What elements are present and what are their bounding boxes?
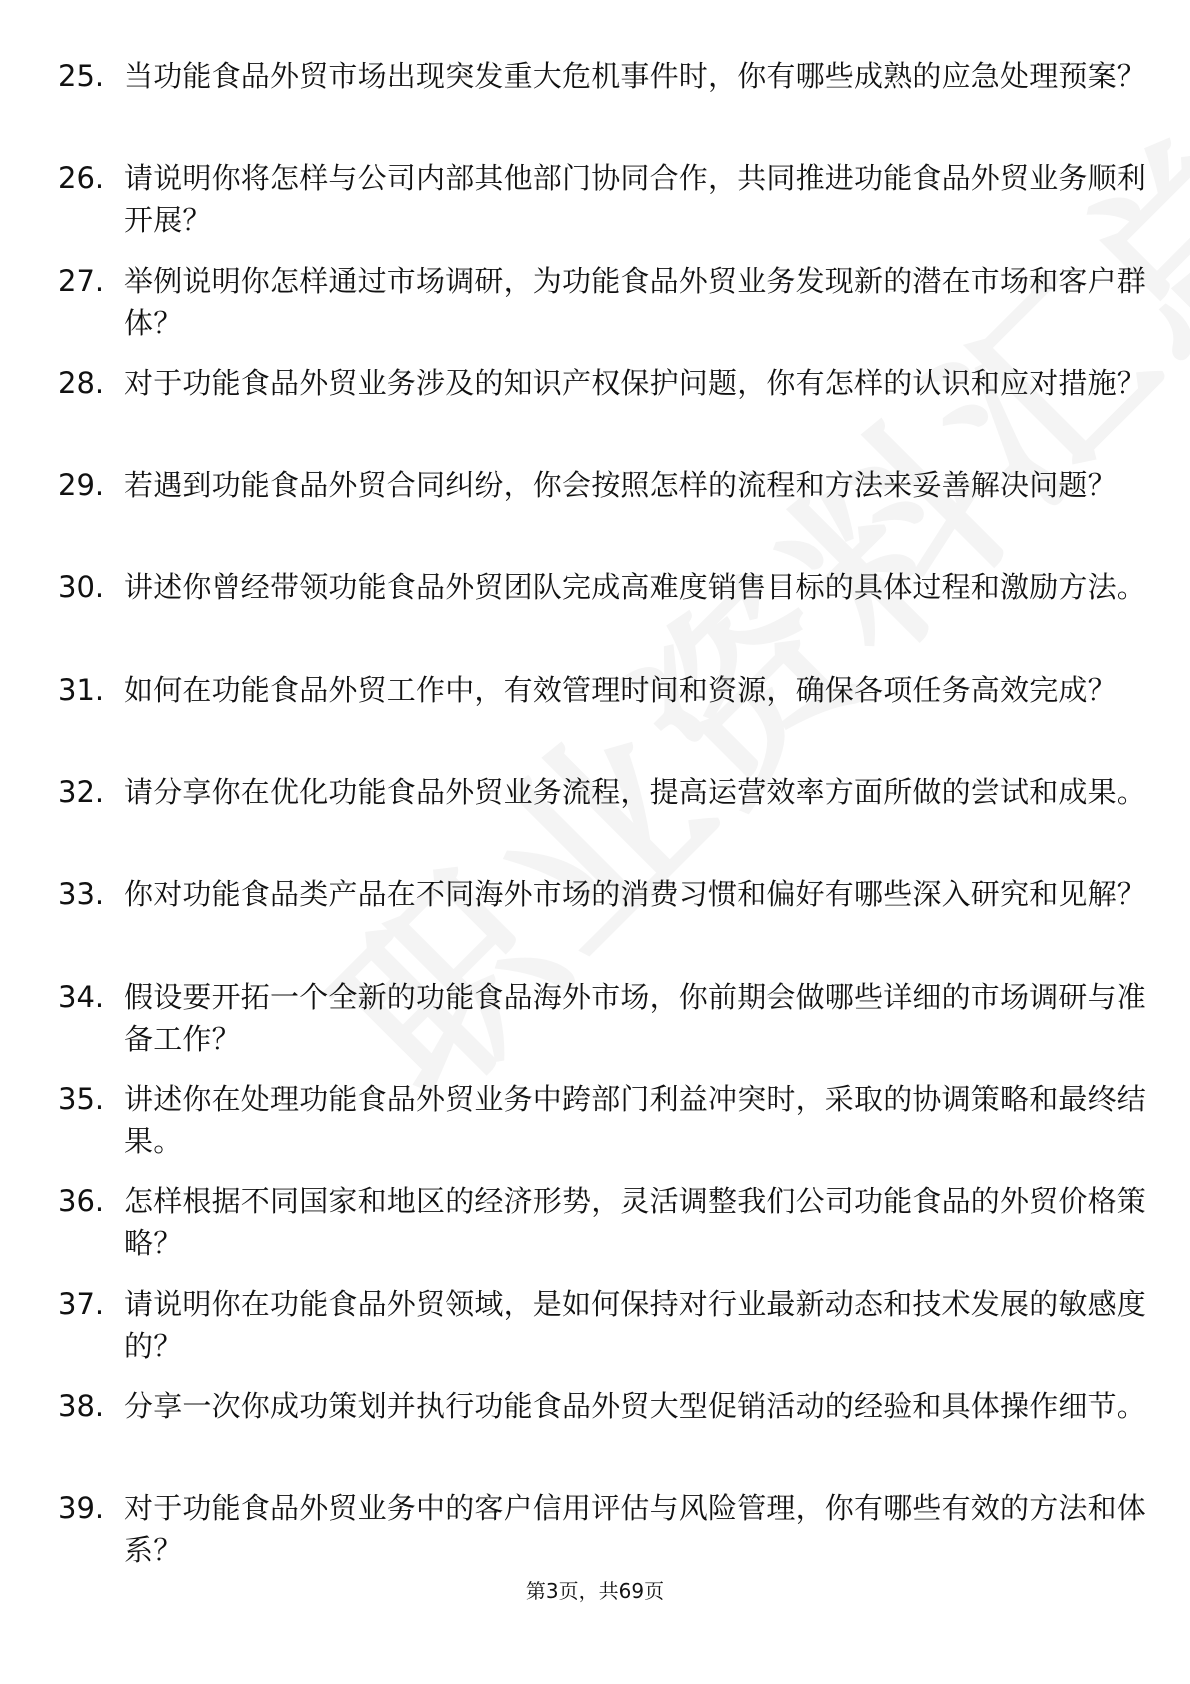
question-item [58, 1172, 1147, 1274]
question-number: 29. [58, 468, 105, 503]
question-number: 30. [58, 570, 105, 605]
question-number: 35. [58, 1081, 105, 1116]
question-text: 对于功能食品外贸业务涉及的知识产权保护问题，你有怎样的认识和应对措施？ [124, 365, 1147, 400]
question-number: 27. [58, 263, 105, 298]
question-item [58, 865, 1147, 967]
question-text: 分享一次你成功策划并执行功能食品外贸大型促销活动的经验和具体操作细节。 [124, 1388, 1147, 1423]
question-item [58, 968, 1147, 1070]
question-text: 讲述你曾经带领功能食品外贸团队完成高难度销售目标的具体过程和激励方法。 [124, 570, 1147, 605]
question-item [58, 763, 1147, 865]
question-number: 37. [58, 1286, 105, 1321]
question-text: 举例说明你怎样通过市场调研，为功能食品外贸业务发现新的潜在市场和客户群体？ [124, 263, 1147, 340]
question-text: 你对功能食品类产品在不同海外市场的消费习惯和偏好有哪些深入研究和见解？ [124, 877, 1147, 912]
question-number: 32. [58, 775, 105, 810]
page-footer: 第3页，共69页 [525, 1579, 665, 1603]
question-number: 25. [58, 59, 105, 93]
question-item [58, 1479, 1147, 1581]
question-number: 34. [58, 979, 105, 1014]
question-text: 请说明你在功能食品外贸领域，是如何保持对行业最新动态和技术发展的敏感度的？ [124, 1286, 1147, 1363]
question-list [58, 47, 1147, 1581]
question-item [58, 558, 1147, 660]
question-item [58, 149, 1147, 251]
question-number: 33. [58, 877, 105, 912]
question-text: 对于功能食品外贸业务中的客户信用评估与风险管理，你有哪些有效的方法和体系？ [124, 1491, 1147, 1568]
question-item [58, 47, 1147, 149]
question-item [58, 1070, 1147, 1172]
question-number: 39. [58, 1491, 105, 1526]
question-text: 请说明你将怎样与公司内部其他部门协同合作，共同推进功能食品外贸业务顺利开展？ [124, 161, 1147, 238]
question-item [58, 1275, 1147, 1377]
question-item [58, 1377, 1147, 1479]
question-number: 38. [58, 1388, 105, 1423]
question-text: 讲述你在处理功能食品外贸业务中跨部门利益冲突时，采取的协调策略和最终结果。 [124, 1081, 1147, 1158]
question-text: 若遇到功能食品外贸合同纠纷，你会按照怎样的流程和方法来妥善解决问题？ [124, 468, 1117, 503]
question-item [58, 252, 1147, 354]
question-item [58, 661, 1118, 763]
question-item [58, 354, 1147, 456]
question-text: 如何在功能食品外贸工作中，有效管理时间和资源，确保各项任务高效完成？ [124, 672, 1117, 707]
question-number: 28. [58, 365, 105, 400]
question-text: 假设要开拓一个全新的功能食品海外市场，你前期会做哪些详细的市场调研与准备工作？ [124, 979, 1147, 1056]
question-text: 请分享你在优化功能食品外贸业务流程，提高运营效率方面所做的尝试和成果。 [124, 775, 1147, 810]
question-number: 36. [58, 1184, 105, 1219]
question-text: 怎样根据不同国家和地区的经济形势，灵活调整我们公司功能食品的外贸价格策略？ [124, 1184, 1147, 1261]
question-number: 26. [58, 161, 105, 196]
question-text: 当功能食品外贸市场出现突发重大危机事件时，你有哪些成熟的应急处理预案？ [124, 59, 1147, 93]
question-item [58, 456, 1118, 558]
question-number: 31. [58, 672, 105, 707]
